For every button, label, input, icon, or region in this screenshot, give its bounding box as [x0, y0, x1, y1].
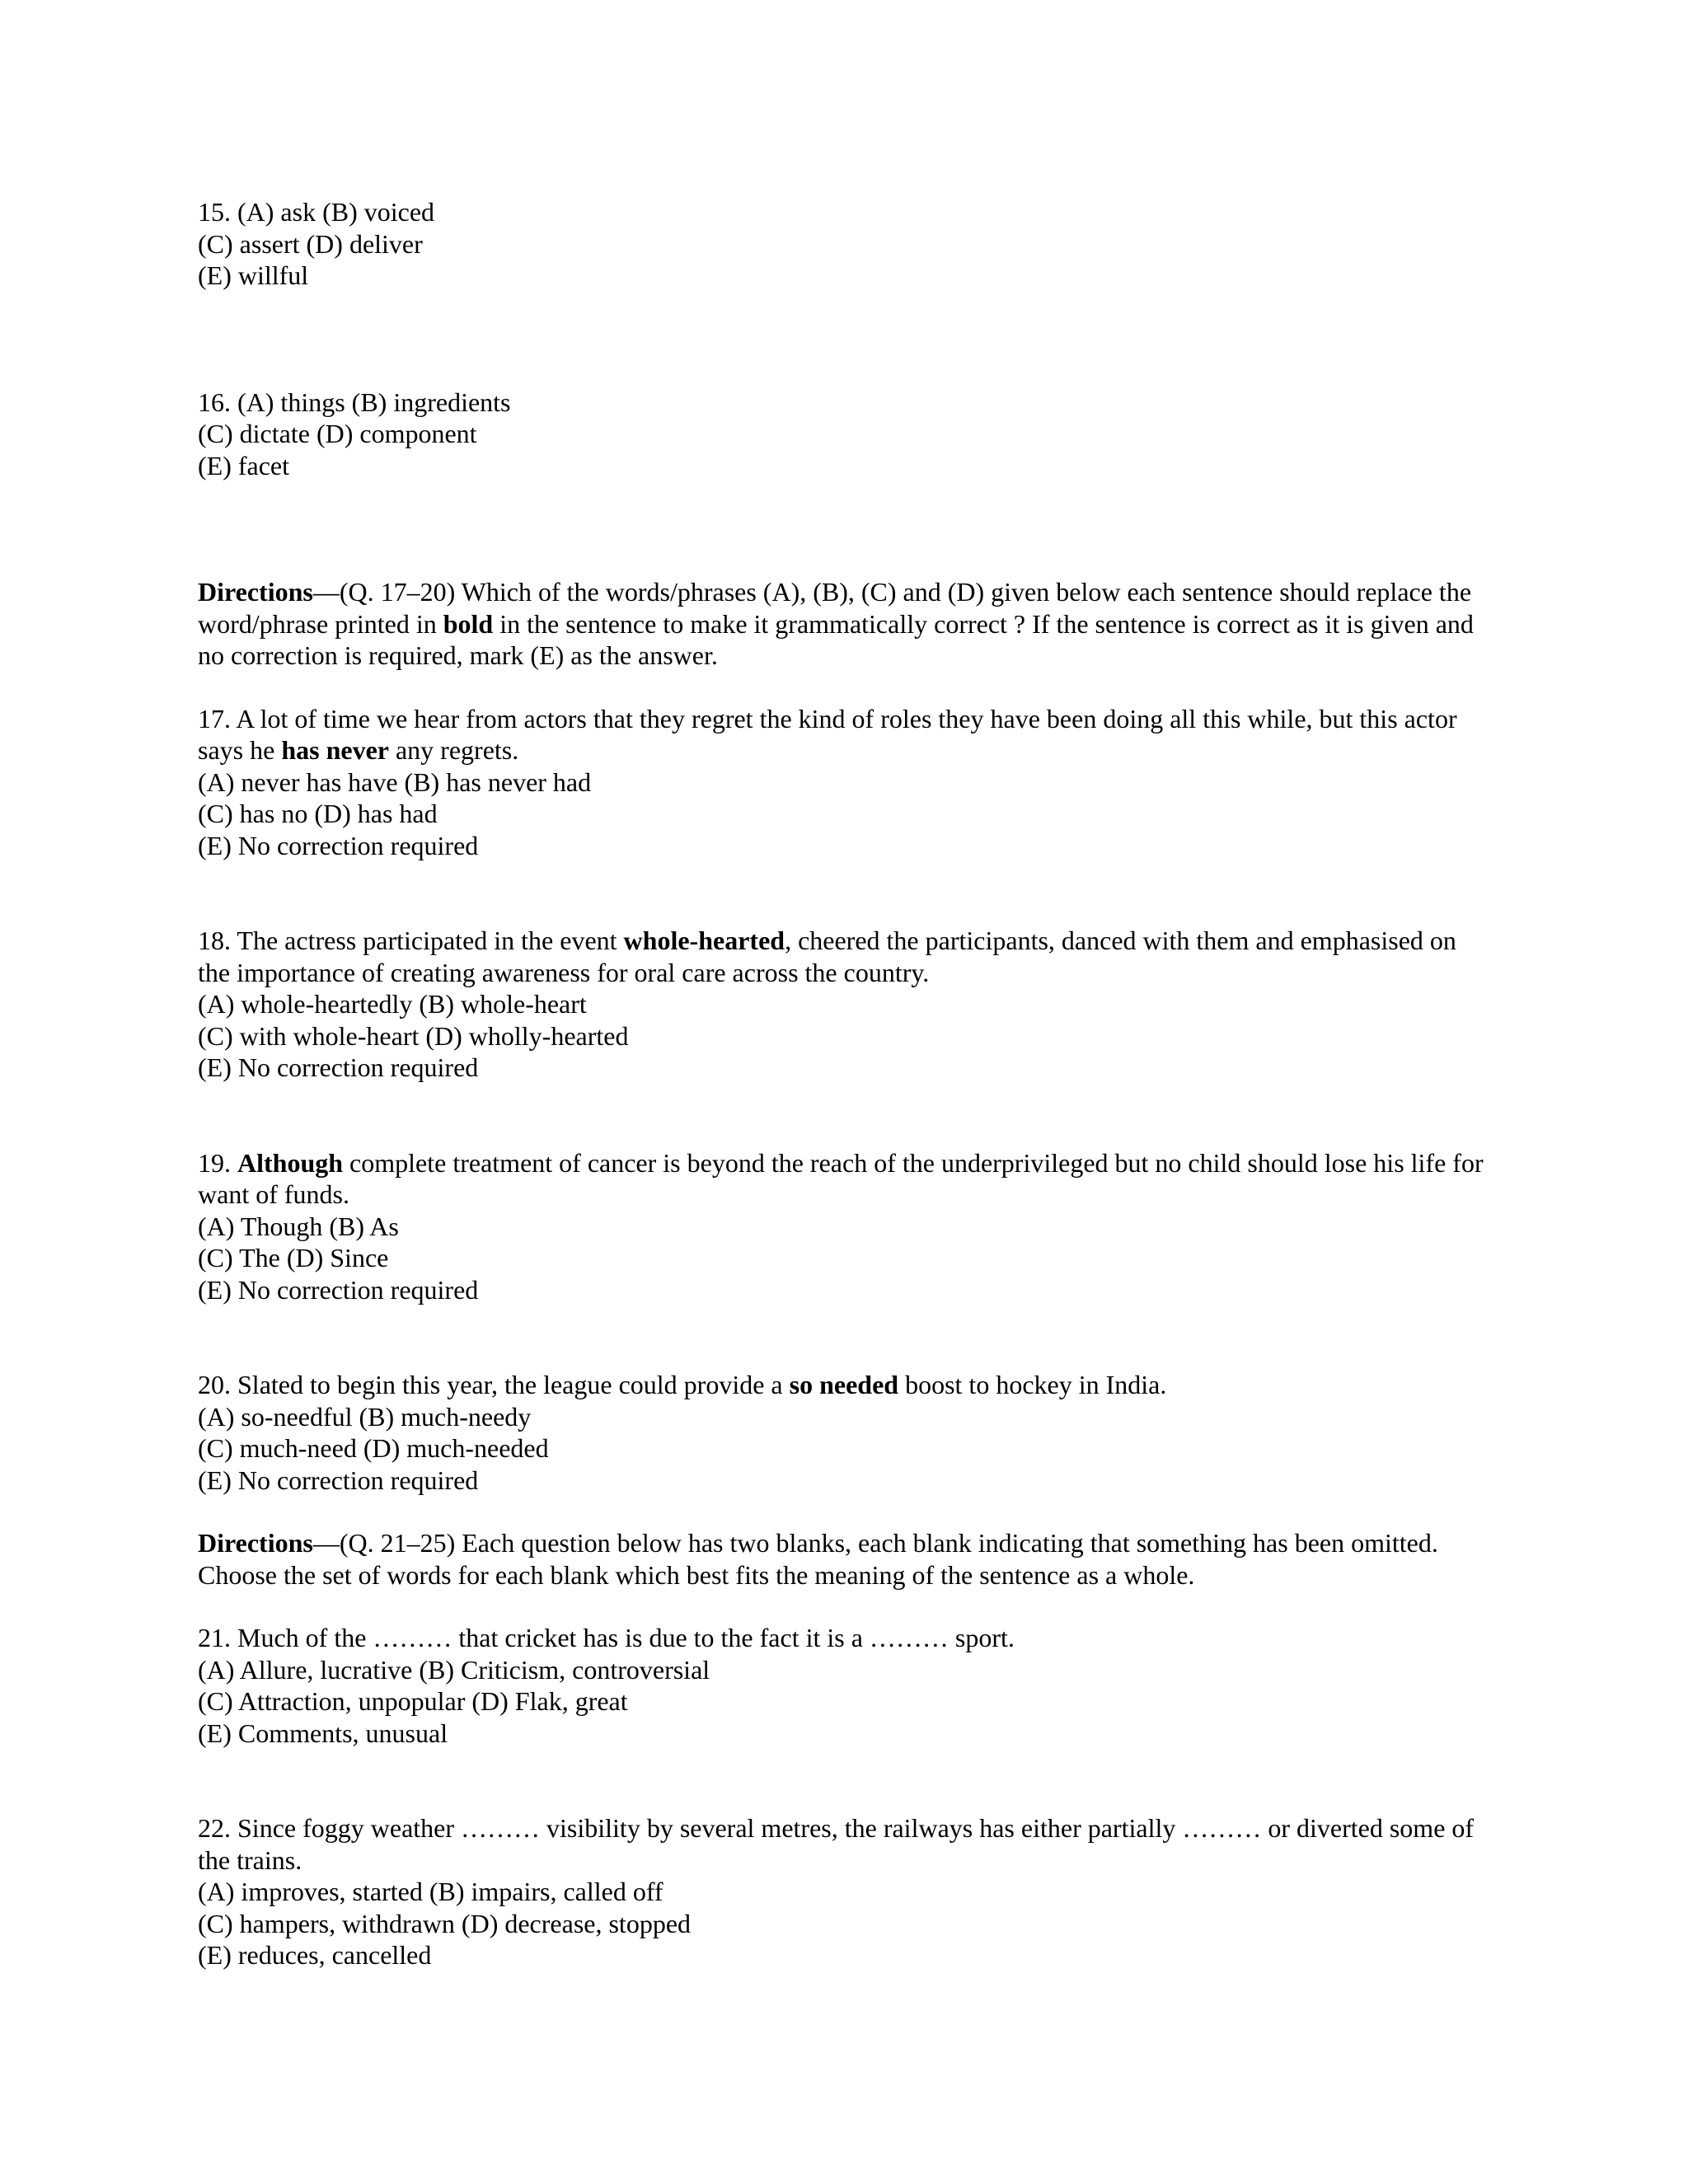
- q20-stem-bold: so needed: [789, 1370, 899, 1399]
- directions-label: Directions: [198, 1528, 313, 1558]
- question-21: [198, 1622, 1484, 1749]
- q18-option-line-2: (C) with whole-heart (D) wholly-hearted: [198, 1020, 629, 1051]
- question-19: [198, 1147, 1484, 1306]
- q20-option-line-3: (E) No correction required: [198, 1465, 479, 1495]
- question-18: [198, 925, 1484, 1084]
- q18-option-line-3: (E) No correction required: [198, 1052, 479, 1082]
- directions-text-2: in the sentence to make it grammatically correct ? If the sentence is correct as it is given and no correction is required, mark (E) as the answer.: [198, 608, 1474, 670]
- q19-option-line-2: (C) The (D) Since: [198, 1243, 389, 1272]
- q19-stem-bold: Although: [237, 1147, 344, 1178]
- spacer: [198, 1591, 1484, 1622]
- spacer: [198, 1749, 1484, 1812]
- q22-stem: 22. Since foggy weather ……… visibility by several metres, the railways has either partially ……… or diverted some of the trains.: [198, 1813, 1475, 1875]
- directions-17-20: [198, 576, 1484, 672]
- q15-line-2: (C) assert (D) deliver: [198, 228, 423, 259]
- q17-stem: [198, 703, 1484, 766]
- q22-option-line-3: (E) reduces, cancelled: [198, 1940, 432, 1970]
- spacer: [198, 861, 1484, 925]
- directions-bold-word: bold: [443, 608, 494, 639]
- question-15: [198, 196, 1484, 292]
- spacer: [198, 672, 1484, 703]
- q20-option-line-1: (A) so-needful (B) much-needy: [198, 1401, 532, 1432]
- directions-text: —(Q. 21–25) Each question below has two blanks, each blank indicating that something has been omitted. Choose the set of words for each blank which best fits the meaning of the sentence as a whole.: [198, 1528, 1438, 1590]
- document-page: [198, 196, 1484, 1971]
- q17-stem-text-end: any regrets.: [388, 735, 519, 765]
- q19-stem: [198, 1147, 1484, 1211]
- q16-line-3: (E) facet: [198, 450, 290, 480]
- spacer: [198, 1305, 1484, 1369]
- q22-option-line-2: (C) hampers, withdrawn (D) decrease, stopped: [198, 1908, 692, 1938]
- q18-option-line-1: (A) whole-heartedly (B) whole-heart: [198, 989, 587, 1019]
- q16-line-1: 16. (A) things (B) ingredients: [198, 387, 511, 417]
- q16-line-2: (C) dictate (D) component: [198, 419, 477, 448]
- directions-text-1: —(Q. 17–20) Which of the words/phrases (A), (B), (C) and (D) given below each sentence should replace the word/phrase printed in: [198, 577, 1472, 639]
- q17-stem-text: 17. A lot of time we hear from actors that they regret the kind of roles they have been doing all this while, but this actor says he: [198, 703, 1457, 765]
- q21-stem: 21. Much of the ……… that cricket has is due to the fact it is a ……… sport.: [198, 1623, 1015, 1652]
- spacer: [198, 1496, 1484, 1527]
- q18-stem: [198, 925, 1484, 988]
- directions-21-25: [198, 1527, 1484, 1591]
- q18-stem-bold: whole-hearted: [623, 926, 785, 955]
- q22-option-line-1: (A) improves, started (B) impairs, called off: [198, 1877, 663, 1906]
- question-17: [198, 703, 1484, 862]
- q19-stem-text-end: complete treatment of cancer is beyond the reach of the underprivileged but no child should lose his life for want of funds.: [198, 1147, 1484, 1209]
- q17-option-line-1: (A) never has have (B) has never had: [198, 766, 592, 797]
- q17-option-line-3: (E) No correction required: [198, 830, 479, 860]
- spacer: [198, 481, 1484, 576]
- q21-option-line-3: (E) Comments, unusual: [198, 1718, 448, 1748]
- q19-option-line-3: (E) No correction required: [198, 1274, 479, 1305]
- q20-stem-text-end: boost to hockey in India.: [898, 1370, 1167, 1399]
- question-20: [198, 1369, 1484, 1496]
- spacer: [198, 292, 1484, 387]
- q19-option-line-1: (A) Though (B) As: [198, 1211, 399, 1241]
- q18-stem-text: 18. The actress participated in the event: [198, 926, 624, 955]
- q17-stem-bold: has never: [281, 735, 389, 765]
- q17-option-line-2: (C) has no (D) has had: [198, 799, 438, 828]
- spacer: [198, 1084, 1484, 1147]
- q21-option-line-2: (C) Attraction, unpopular (D) Flak, great: [198, 1686, 628, 1716]
- q15-line-1: 15. (A) ask (B) voiced: [198, 197, 435, 227]
- q15-line-3: (E) willful: [198, 260, 309, 290]
- q20-option-line-2: (C) much-need (D) much-needed: [198, 1433, 549, 1463]
- q20-stem-text: 20. Slated to begin this year, the league could provide a: [198, 1370, 790, 1399]
- question-22: [198, 1812, 1484, 1971]
- question-16: [198, 387, 1484, 482]
- q19-stem-text: 19.: [198, 1147, 237, 1178]
- directions-label: Directions: [198, 577, 313, 607]
- q18-stem-text-end: , cheered the participants, danced with them and emphasised on the importance of creating awareness for oral care across the country.: [198, 926, 1456, 987]
- q21-option-line-1: (A) Allure, lucrative (B) Criticism, controversial: [198, 1654, 710, 1685]
- q20-stem: [198, 1369, 1484, 1401]
